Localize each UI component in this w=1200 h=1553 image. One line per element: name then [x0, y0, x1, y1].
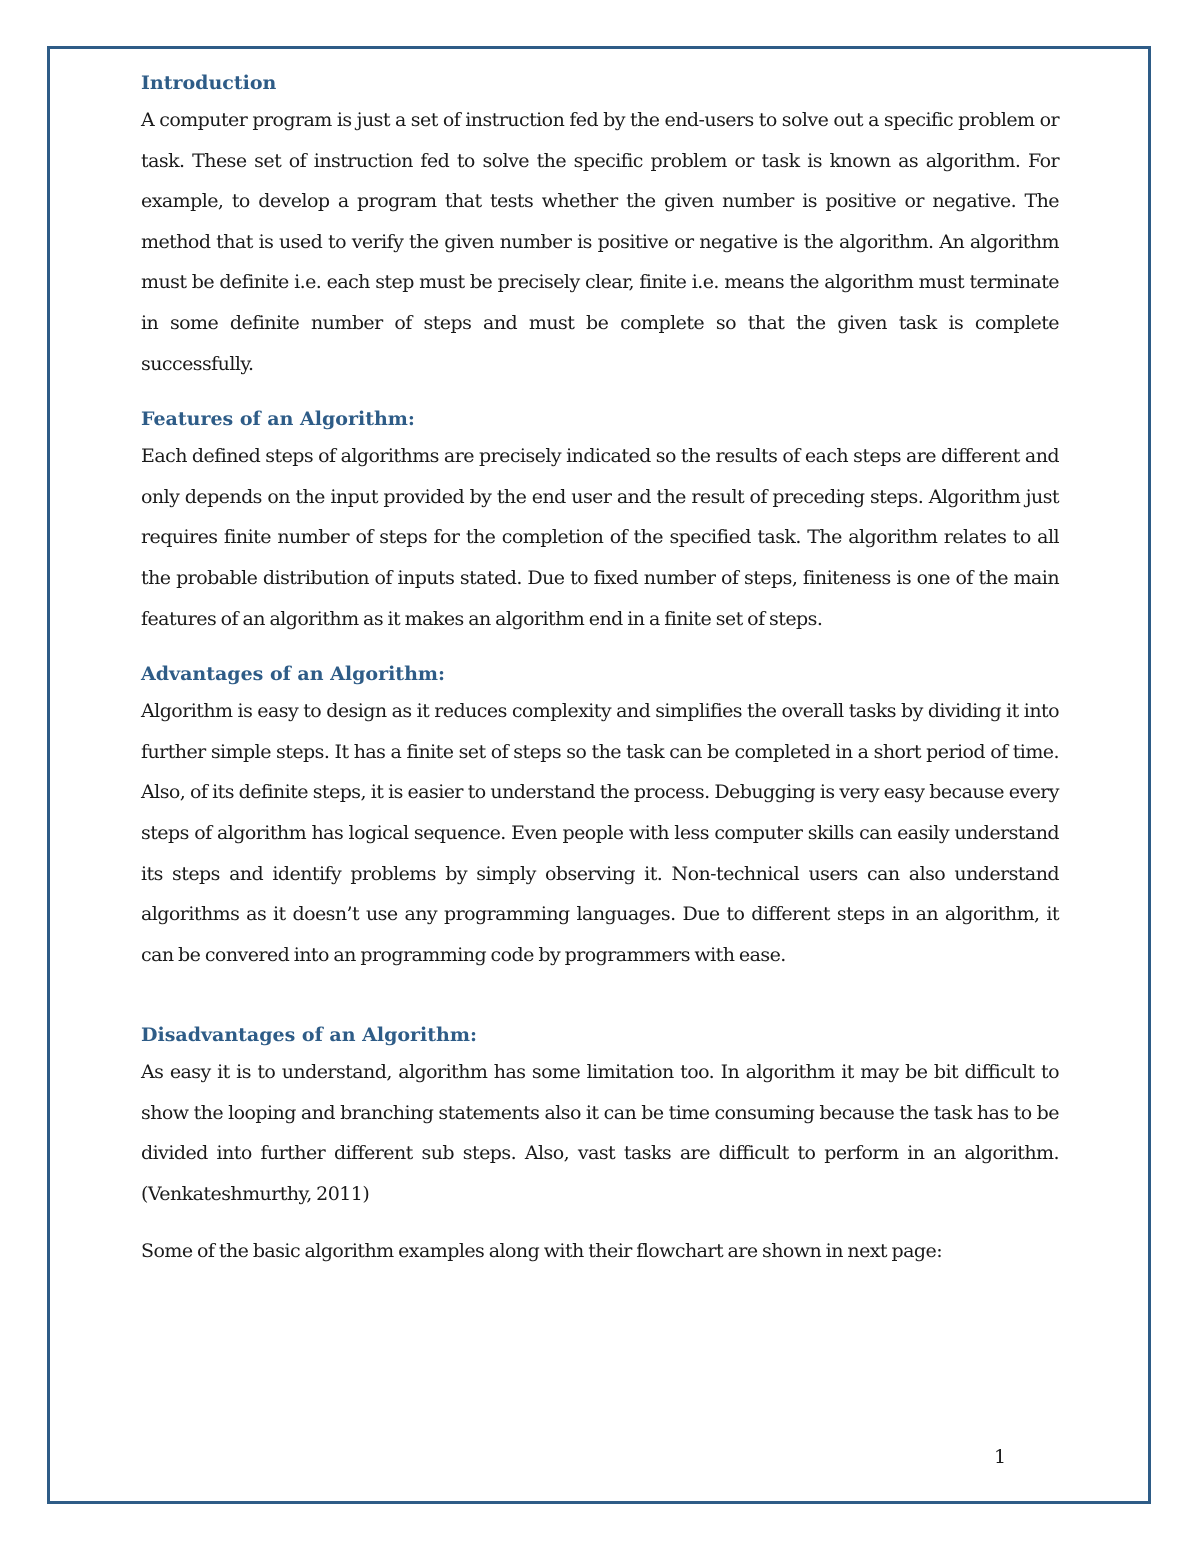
section-spacer [141, 1215, 1059, 1231]
closing-paragraph: Some of the basic algorithm examples along with their flowchart are shown in next page: [141, 1239, 943, 1262]
page-number: 1 [993, 1446, 1007, 1468]
section-heading-advantages: Advantages of an Algorithm: [141, 663, 446, 686]
section-paragraph-features: Each defined steps of algorithms are precisely indicated so the results of each steps are different and only depends on the input provided by the end user and the result of preceding steps. Algorithm just requires finite number of steps for the completion of the specified task. The algorithm relates to all the probable distribution of inputs stated. Due to fixed number of steps, finiteness is one of the main features of an algorithm as it makes an algorithm end in a finite set of steps. [141, 445, 1059, 630]
section-spacer [141, 639, 1059, 657]
section-heading-introduction: Introduction [141, 72, 277, 94]
section-heading-disadvantages: Disadvantages of an Algorithm: [141, 1024, 477, 1047]
section-paragraph-disadvantages: As easy it is to understand, algorithm has some limitation too. In algorithm it may be bit difficult to show the looping and branching statements also it can be time consuming because the task has to be divided into further different sub steps. Also, vast tasks are difficult to perform in an algorithm. (Venkateshmurthy, 2011) [141, 1061, 1059, 1206]
section-spacer [141, 384, 1059, 402]
section-paragraph-introduction: A computer program is just a set of instruction fed by the end-users to solve out a specific problem or task. These set of instruction fed to solve the specific problem or task is known as algorithm. For example, to develop a program that tests whether the given number is positive or negative. The method that is used to verify the given number is positive or negative is the algorithm. An algorithm must be definite i.e. each step must be precisely clear, finite i.e. means the algorithm must terminate in some definite number of steps and must be complete so that the given task is complete successfully. [141, 109, 1059, 375]
document-body [141, 66, 1059, 1271]
section-paragraph-advantages: Algorithm is easy to design as it reduces complexity and simplifies the overall tasks by dividing it into further simple steps. It has a finite set of steps so the task can be completed in a short period of time. Also, of its definite steps, it is easier to understand the process. Debugging is very easy because every steps of algorithm has logical sequence. Even people with less computer skills can easily understand its steps and identify problems by simply observing it. Non-technical users can also understand algorithms as it doesn’t use any programming languages. Due to different steps in an algorithm, it can be convered into an programming code by programmers with ease. [141, 700, 1059, 966]
section-heading-features: Features of an Algorithm: [141, 408, 415, 431]
section-spacer [141, 975, 1059, 1018]
